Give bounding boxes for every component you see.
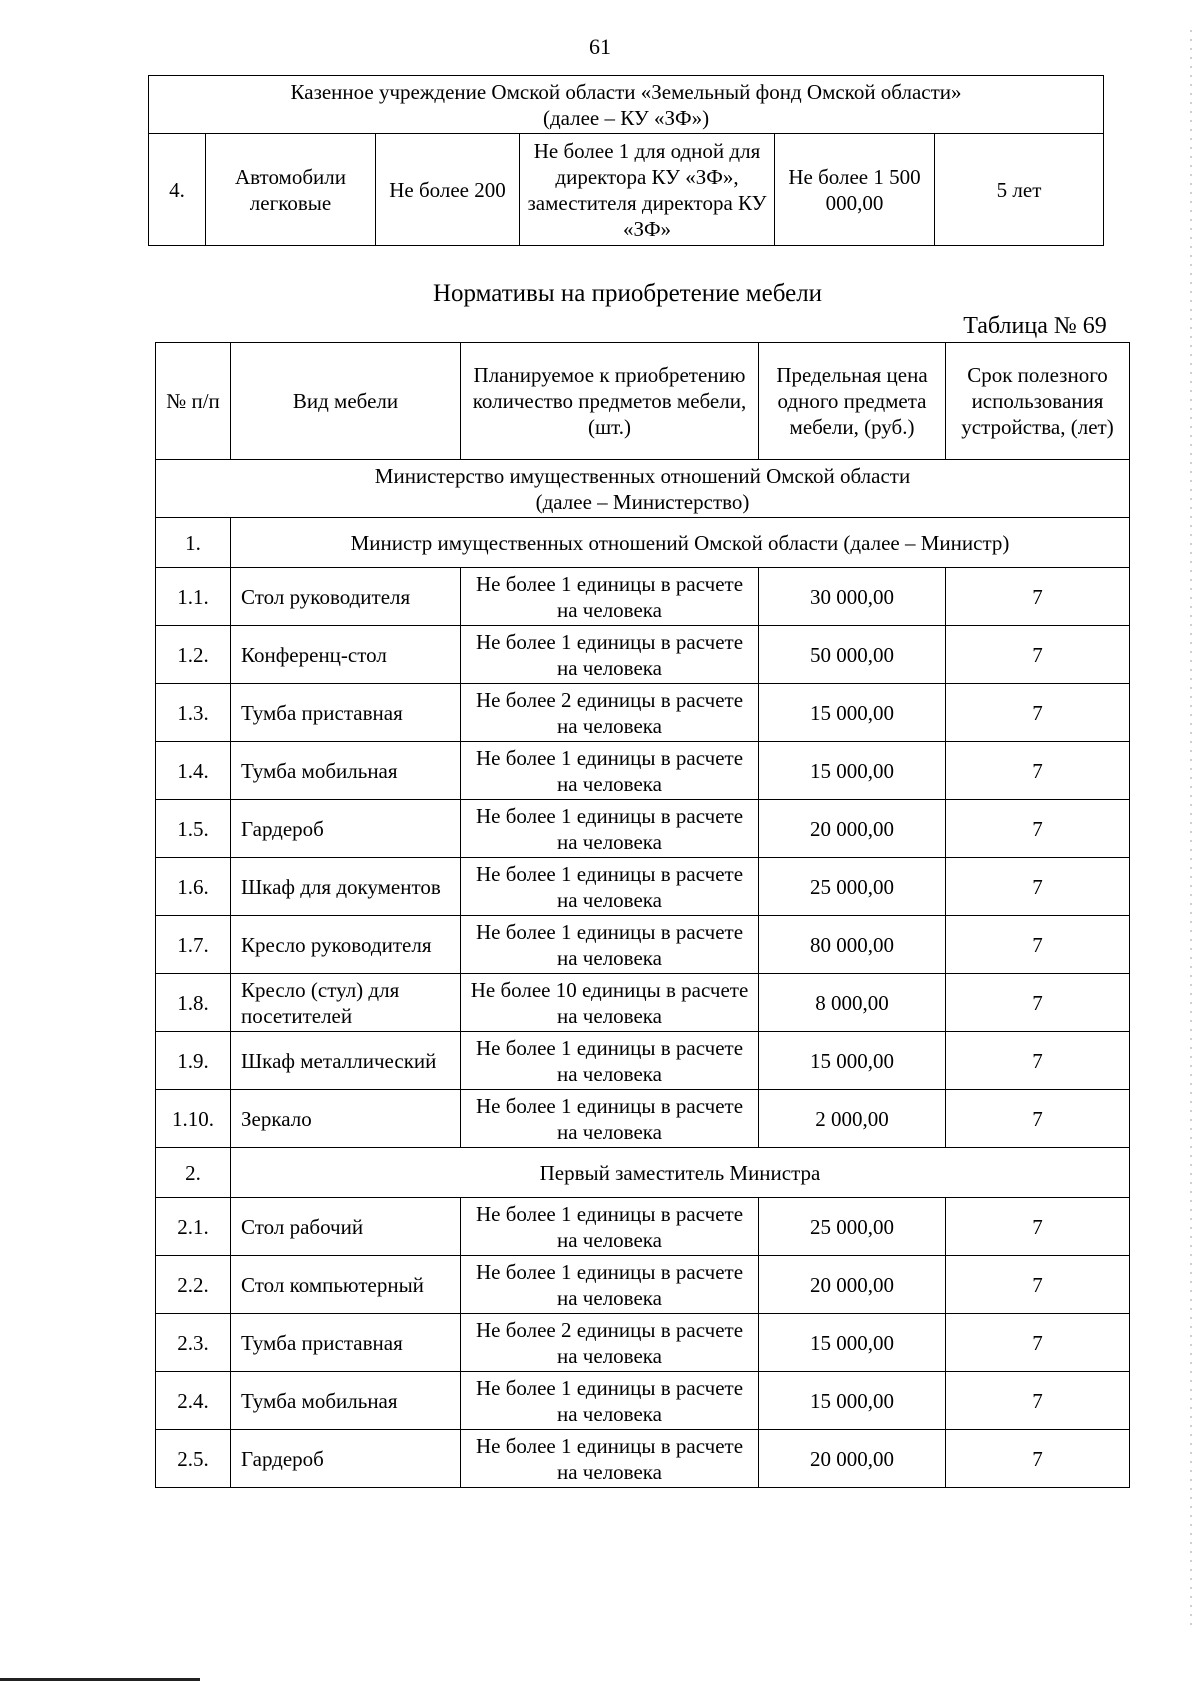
cell-price: 15 000,00 <box>759 1372 946 1430</box>
cell-term: 7 <box>946 684 1130 742</box>
cell-price: 15 000,00 <box>759 1314 946 1372</box>
cell-num: 1.5. <box>156 800 231 858</box>
table-row <box>156 974 1130 1032</box>
cell-qty: Не более 10 единицы в расчете на человека <box>461 974 759 1032</box>
cell-term: 7 <box>946 742 1130 800</box>
cell-price: 50 000,00 <box>759 626 946 684</box>
cell-term: 7 <box>946 1372 1130 1430</box>
org-header <box>149 76 1104 134</box>
cell-num: 2.2. <box>156 1256 231 1314</box>
cell-term: 7 <box>946 1032 1130 1090</box>
table-row <box>156 1090 1130 1148</box>
cell-qty: Не более 2 единицы в расчете на человека <box>461 684 759 742</box>
cell-kind: Кресло руководителя <box>231 916 461 974</box>
table-row <box>156 742 1130 800</box>
cell-qty: Не более 1 единицы в расчете на человека <box>461 1256 759 1314</box>
cell-term: 7 <box>946 1198 1130 1256</box>
cell-price: 20 000,00 <box>759 800 946 858</box>
cell-num: 2.4. <box>156 1372 231 1430</box>
group-row <box>156 518 1130 568</box>
table-row <box>156 916 1130 974</box>
scan-edge-dots <box>1190 30 1192 1630</box>
table-row <box>156 800 1130 858</box>
vehicle-power: Не более 200 <box>376 134 520 246</box>
cell-num: 1.10. <box>156 1090 231 1148</box>
cell-qty: Не более 1 единицы в расчете на человека <box>461 858 759 916</box>
cell-qty: Не более 1 единицы в расчете на человека <box>461 742 759 800</box>
cell-num: 1.4. <box>156 742 231 800</box>
cell-kind: Стол руководителя <box>231 568 461 626</box>
cell-term: 7 <box>946 916 1130 974</box>
cell-price: 20 000,00 <box>759 1430 946 1488</box>
header-qty: Планируемое к приобретению количество предметов мебели, (шт.) <box>461 343 759 460</box>
table-row <box>156 1198 1130 1256</box>
ministry-line-1: Министерство имущественных отношений Омской области <box>374 463 911 488</box>
cell-num: 2.3. <box>156 1314 231 1372</box>
cell-price: 8 000,00 <box>759 974 946 1032</box>
table-row <box>156 684 1130 742</box>
section-title: Нормативы на приобретение мебели <box>432 280 823 307</box>
cell-qty: Не более 1 единицы в расчете на человека <box>461 1198 759 1256</box>
cell-kind: Кресло (стул) для посетителей <box>231 974 461 1032</box>
cell-qty: Не более 1 единицы в расчете на человека <box>461 1372 759 1430</box>
cell-term: 7 <box>946 626 1130 684</box>
cell-num: 1.8. <box>156 974 231 1032</box>
cell-kind: Шкаф для документов <box>231 858 461 916</box>
table-row <box>156 1430 1130 1488</box>
vehicle-price: Не более 1 500 000,00 <box>775 134 935 246</box>
cell-price: 2 000,00 <box>759 1090 946 1148</box>
header-price: Предельная цена одного предмета мебели, (руб.) <box>759 343 946 460</box>
cell-qty: Не более 1 единицы в расчете на человека <box>461 1430 759 1488</box>
org-line-1: Казенное учреждение Омской области «Земельный фонд Омской области» <box>290 79 962 104</box>
cell-qty: Не более 1 единицы в расчете на человека <box>461 1032 759 1090</box>
cell-term: 7 <box>946 974 1130 1032</box>
cell-term: 7 <box>946 1430 1130 1488</box>
cell-term: 7 <box>946 858 1130 916</box>
cell-price: 15 000,00 <box>759 684 946 742</box>
cell-price: 15 000,00 <box>759 742 946 800</box>
cell-qty: Не более 1 единицы в расчете на человека <box>461 916 759 974</box>
cell-qty: Не более 1 единицы в расчете на человека <box>461 568 759 626</box>
table-row <box>156 626 1130 684</box>
cell-num: 1.9. <box>156 1032 231 1090</box>
cell-kind: Тумба приставная <box>231 684 461 742</box>
header-num: № п/п <box>156 343 231 460</box>
cell-price: 25 000,00 <box>759 1198 946 1256</box>
cell-num: 1.6. <box>156 858 231 916</box>
cell-price: 80 000,00 <box>759 916 946 974</box>
cell-kind: Тумба мобильная <box>231 742 461 800</box>
group-num: 1. <box>156 518 231 568</box>
cell-num: 1.2. <box>156 626 231 684</box>
cell-kind: Гардероб <box>231 800 461 858</box>
cell-kind: Конференц-стол <box>231 626 461 684</box>
vehicle-qty: Не более 1 для одной для директора КУ «ЗФ», заместителя директора КУ «ЗФ» <box>520 134 775 246</box>
table-row <box>156 1256 1130 1314</box>
vehicle-kind: Автомобили легковые <box>206 134 376 246</box>
table-row <box>156 1314 1130 1372</box>
cell-qty: Не более 1 единицы в расчете на человека <box>461 1090 759 1148</box>
vehicle-num: 4. <box>149 134 206 246</box>
cell-kind: Стол рабочий <box>231 1198 461 1256</box>
table-row <box>156 1372 1130 1430</box>
header-row <box>156 343 1130 460</box>
cell-kind: Зеркало <box>231 1090 461 1148</box>
cell-kind: Тумба приставная <box>231 1314 461 1372</box>
cell-price: 15 000,00 <box>759 1032 946 1090</box>
ministry-row <box>156 460 1130 518</box>
cell-num: 1.1. <box>156 568 231 626</box>
vehicles-table <box>148 75 1104 246</box>
table-row <box>156 1032 1130 1090</box>
header-kind: Вид мебели <box>231 343 461 460</box>
cell-price: 20 000,00 <box>759 1256 946 1314</box>
group-row <box>156 1148 1130 1198</box>
cell-num: 2.5. <box>156 1430 231 1488</box>
cell-term: 7 <box>946 568 1130 626</box>
cell-num: 1.3. <box>156 684 231 742</box>
cell-term: 7 <box>946 800 1130 858</box>
cell-qty: Не более 2 единицы в расчете на человека <box>461 1314 759 1372</box>
cell-num: 2.1. <box>156 1198 231 1256</box>
group-num: 2. <box>156 1148 231 1198</box>
cell-kind: Тумба мобильная <box>231 1372 461 1430</box>
cell-qty: Не более 1 единицы в расчете на человека <box>461 626 759 684</box>
table-row <box>156 858 1130 916</box>
furniture-table <box>155 342 1130 1488</box>
group-title: Министр имущественных отношений Омской области (далее – Министр) <box>231 518 1130 568</box>
header-term: Срок полезного использования устройства, (лет) <box>946 343 1130 460</box>
cell-term: 7 <box>946 1314 1130 1372</box>
cell-term: 7 <box>946 1090 1130 1148</box>
group-title: Первый заместитель Министра <box>231 1148 1130 1198</box>
cell-kind: Гардероб <box>231 1430 461 1488</box>
cell-qty: Не более 1 единицы в расчете на человека <box>461 800 759 858</box>
cell-num: 1.7. <box>156 916 231 974</box>
cell-price: 25 000,00 <box>759 858 946 916</box>
vehicle-term: 5 лет <box>935 134 1104 246</box>
cell-price: 30 000,00 <box>759 568 946 626</box>
table-row <box>156 568 1130 626</box>
scan-line <box>0 1678 200 1681</box>
org-line-2: (далее – КУ «ЗФ») <box>542 105 710 130</box>
cell-kind: Шкаф металлический <box>231 1032 461 1090</box>
table-number: Таблица № 69 <box>963 313 1107 339</box>
cell-term: 7 <box>946 1256 1130 1314</box>
ministry-line-2: (далее – Министерство) <box>535 489 750 514</box>
page-number: 61 <box>589 34 611 59</box>
cell-kind: Стол компьютерный <box>231 1256 461 1314</box>
